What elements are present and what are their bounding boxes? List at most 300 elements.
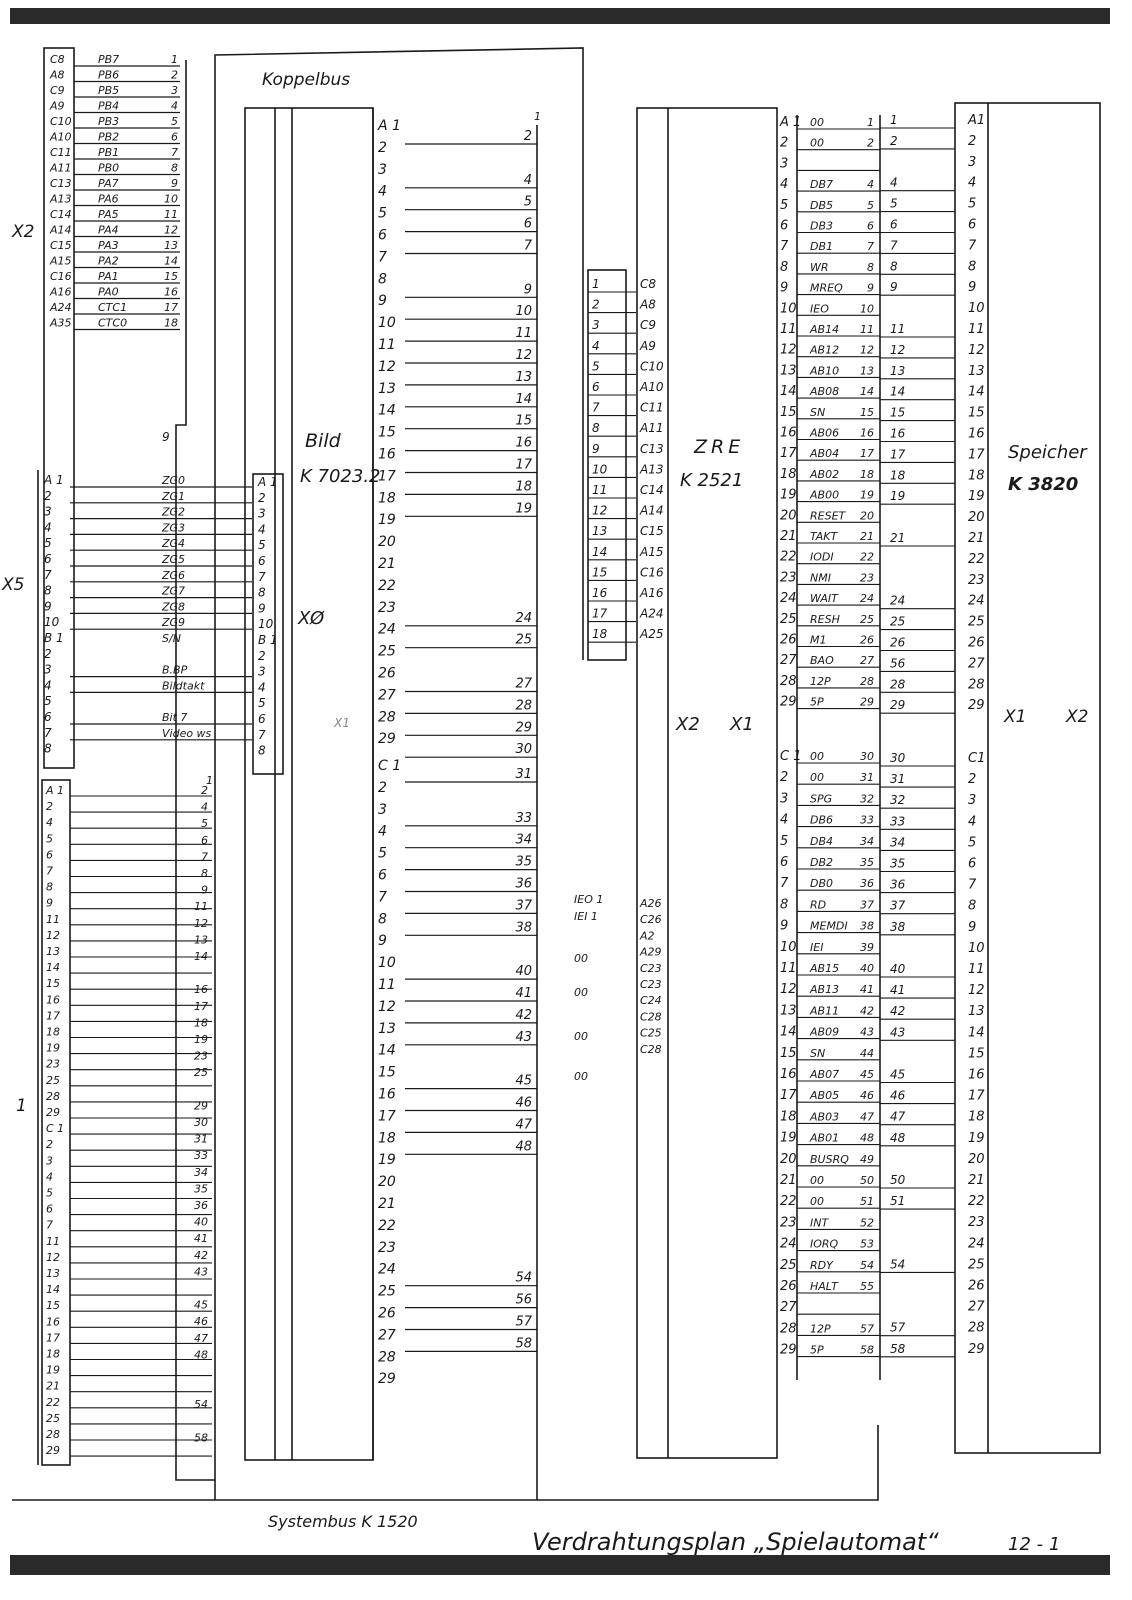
bild-pin-a-label: 11 bbox=[378, 337, 396, 353]
speicher-type: K 3820 bbox=[1008, 474, 1079, 495]
bild-type: K 7023.2 bbox=[300, 466, 381, 487]
speicher-bus-number: 5 bbox=[890, 196, 898, 211]
x1-pin-label: 6 bbox=[46, 848, 53, 862]
speicher-bus-number: 4 bbox=[890, 175, 898, 190]
koppel-number: 12 bbox=[515, 348, 532, 363]
x1-pin-number: 2 bbox=[201, 784, 208, 797]
x1-pin-number: 58 bbox=[194, 1431, 208, 1445]
zre-x1-c-signal: AB07 bbox=[810, 1068, 840, 1081]
zre-x2-number: 5 bbox=[592, 359, 600, 374]
zre-x1-a-number: 17 bbox=[860, 447, 874, 461]
zre-x1-c-signal: 5P bbox=[810, 1343, 824, 1357]
bild-pin-c-label: 28 bbox=[378, 1349, 396, 1366]
zre-x1-a-signal: AB14 bbox=[810, 323, 840, 336]
zre-x2-pin-label: C15 bbox=[640, 524, 664, 539]
zre-x1-c-pin: 7 bbox=[780, 876, 789, 892]
koppel-number: 13 bbox=[515, 369, 532, 385]
x5-pin-label: 8 bbox=[44, 583, 52, 598]
zre-x2-number: 10 bbox=[592, 462, 608, 477]
zre-x2-pin-label: A9 bbox=[640, 338, 656, 353]
zre-x1-a-number: 22 bbox=[860, 550, 874, 564]
zre-x1-c-pin: 26 bbox=[780, 1279, 797, 1294]
koppel-number: 29 bbox=[515, 720, 532, 736]
speicher-pin-c: 24 bbox=[968, 1236, 985, 1252]
x2-pin-label: C13 bbox=[50, 177, 72, 190]
zre-x1-a-signal: WAIT bbox=[810, 592, 838, 606]
speicher-pin-c: 18 bbox=[968, 1109, 985, 1125]
x2-signal-label: PA0 bbox=[98, 285, 119, 299]
x1-pin-label: 19 bbox=[46, 1363, 60, 1377]
x5-pin-label: 8 bbox=[44, 741, 52, 756]
speicher-pin-c: 12 bbox=[968, 983, 985, 999]
bild-pin-a-label: 17 bbox=[378, 468, 396, 485]
x2-pin-label: A11 bbox=[50, 161, 72, 175]
koppel-number: 58 bbox=[515, 1336, 532, 1352]
zre-x1-a-signal: DB7 bbox=[810, 178, 834, 192]
speicher-pin-a: 7 bbox=[968, 238, 977, 254]
x5-pin-label: 2 bbox=[44, 646, 52, 661]
x2-pin-number: 10 bbox=[164, 192, 178, 206]
speicher-bus-number: 25 bbox=[890, 614, 906, 629]
x5-signal-label: ZG8 bbox=[162, 600, 186, 614]
speicher-pin-c: 3 bbox=[968, 793, 977, 809]
koppel-number: 30 bbox=[515, 742, 532, 758]
zre-extra-signal: 00 bbox=[574, 986, 588, 999]
bild-board bbox=[245, 108, 373, 1460]
x1-pin-label: 22 bbox=[46, 1395, 60, 1409]
bild-pin-c-label: 24 bbox=[378, 1261, 396, 1278]
zre-x1-c-signal: AB01 bbox=[810, 1131, 840, 1145]
x2-signal-label: PB2 bbox=[98, 130, 120, 144]
zre-x2-pin-label: A15 bbox=[640, 544, 664, 559]
zre-x2-pin-label: A14 bbox=[640, 503, 664, 518]
bild-pin-a-label: 29 bbox=[378, 731, 396, 748]
zre-x1-c-number: 48 bbox=[860, 1131, 874, 1145]
bild-pin-a-label: 2 bbox=[378, 139, 387, 156]
zre-x1-a-pin: 13 bbox=[780, 363, 797, 379]
zre-x1-c-number: 38 bbox=[860, 919, 874, 933]
x1-pin-label: 14 bbox=[46, 961, 60, 975]
bild-pin-c-label: 16 bbox=[378, 1086, 396, 1103]
zre-x1-c-signal: AB15 bbox=[810, 962, 840, 975]
zre-x1-c-number: 45 bbox=[860, 1068, 874, 1081]
speicher-bus-number: 26 bbox=[890, 635, 906, 650]
koppelbus-label: Koppelbus bbox=[262, 70, 351, 90]
speicher-pin-c: 29 bbox=[968, 1341, 985, 1357]
xo-pin-label: 2 bbox=[258, 648, 266, 663]
zre-x1-c-pin: 19 bbox=[780, 1130, 797, 1146]
speicher-bus-number: 13 bbox=[890, 363, 906, 378]
x1-pin-label: 17 bbox=[46, 1009, 60, 1023]
bild-pin-c-label: 12 bbox=[378, 998, 396, 1015]
x2-signal-label: PA3 bbox=[98, 239, 119, 252]
zre-extra-pin: C25 bbox=[640, 1026, 662, 1040]
zre-x1-c-pin: 23 bbox=[780, 1215, 797, 1231]
xo-pin-label: 7 bbox=[258, 727, 266, 742]
speicher-bus-number: 48 bbox=[890, 1130, 906, 1145]
zre-x1-a-signal: DB5 bbox=[810, 198, 834, 212]
speicher-bus-number: 15 bbox=[890, 405, 906, 420]
koppel-number: 14 bbox=[515, 391, 532, 407]
zre-extra-pin: C28 bbox=[640, 1010, 662, 1024]
x2-pin-label: C9 bbox=[50, 84, 65, 97]
xo-pin-label: 6 bbox=[258, 712, 266, 726]
x2-pin-label: A8 bbox=[50, 68, 65, 82]
zre-x2-number: 16 bbox=[592, 586, 608, 600]
zre-extra-pin: A2 bbox=[640, 929, 655, 943]
x1-pin-number: 25 bbox=[194, 1066, 208, 1080]
speicher-pin-a: 12 bbox=[968, 342, 985, 358]
zre-connector-left: X2 bbox=[676, 714, 700, 735]
speicher-bus-number: 41 bbox=[890, 983, 906, 998]
speicher-pin-c: 16 bbox=[968, 1067, 985, 1083]
zre-x1-c-signal: MEMDI bbox=[810, 919, 848, 933]
x5-pin-label: A 1 bbox=[44, 473, 64, 487]
xo-pin-label: 8 bbox=[258, 743, 266, 758]
bild-pin-a-label: 22 bbox=[378, 577, 396, 594]
bild-pin-c-label: 27 bbox=[378, 1327, 396, 1344]
zre-x1-c-number: 50 bbox=[860, 1174, 874, 1187]
koppel-number: 36 bbox=[515, 876, 532, 892]
zre-x1-a-number: 11 bbox=[860, 323, 874, 336]
zre-x1-a-signal: DB3 bbox=[810, 219, 834, 233]
koppel-number: 9 bbox=[523, 282, 532, 298]
speicher-bus-number: 17 bbox=[890, 447, 906, 462]
x2-pin-label: A15 bbox=[50, 254, 72, 268]
speicher-pin-a: 29 bbox=[968, 698, 985, 714]
zre-x1-a-number: 6 bbox=[867, 219, 874, 233]
zre-x1-c-signal: RDY bbox=[810, 1258, 833, 1272]
x1-pin-number: 54 bbox=[194, 1398, 208, 1412]
x2-signal-label: PA4 bbox=[98, 223, 119, 237]
zre-x1-c-signal: RD bbox=[810, 898, 827, 912]
xo-pin-label: 8 bbox=[258, 585, 266, 600]
speicher-pin-a: 27 bbox=[968, 656, 985, 672]
speicher-bus-number: 32 bbox=[890, 793, 906, 808]
speicher-pin-a: 15 bbox=[968, 405, 985, 421]
x2-pin-label: A24 bbox=[50, 301, 72, 314]
x2-signal-label: PB6 bbox=[98, 68, 120, 82]
x1-pin-number: 36 bbox=[194, 1199, 208, 1212]
speicher-bus-number: 54 bbox=[890, 1257, 906, 1272]
zre-x1-c-number: 34 bbox=[860, 834, 874, 848]
zre-x1-c-signal: DB0 bbox=[810, 877, 834, 891]
zre-x1-c-signal: AB03 bbox=[810, 1110, 840, 1124]
koppel-number: 11 bbox=[515, 326, 532, 342]
bild-pin-a-label: 16 bbox=[378, 446, 396, 463]
speicher-bus-number: 33 bbox=[890, 814, 906, 829]
speicher-name: Speicher bbox=[1008, 442, 1087, 463]
zre-x1-c-pin: 15 bbox=[780, 1045, 797, 1061]
zre-x1-a-pin: 22 bbox=[780, 549, 797, 565]
x1-pin-number: 16 bbox=[194, 983, 208, 997]
speicher-bus-number: 43 bbox=[890, 1025, 906, 1040]
zre-x2-number: 6 bbox=[592, 380, 600, 394]
zre-x2-pin-label: A16 bbox=[640, 586, 664, 600]
bild-pin-a-label: 20 bbox=[378, 534, 396, 551]
speicher-bus-number: 12 bbox=[890, 342, 906, 357]
x1-pin-number: 5 bbox=[201, 817, 208, 831]
zre-x1-c-number: 37 bbox=[860, 898, 874, 912]
zre-x2-number: 12 bbox=[592, 503, 608, 518]
zre-x1-a-number: 7 bbox=[867, 240, 874, 254]
bild-pin-a-label: 27 bbox=[378, 687, 396, 704]
koppel-number: 7 bbox=[523, 238, 532, 254]
x2-pin-label: C14 bbox=[50, 208, 72, 221]
x2-pin-label: A13 bbox=[50, 192, 72, 206]
koppel-number: 19 bbox=[515, 501, 532, 517]
zre-x1-c-pin: 10 bbox=[780, 939, 797, 955]
zre-x1-a-pin: 29 bbox=[780, 694, 797, 710]
x1-pin-label: 2 bbox=[46, 800, 53, 814]
x5-pin-label: 7 bbox=[44, 567, 52, 582]
zre-x1-c-signal: 00 bbox=[810, 1174, 824, 1187]
zre-x1-c-number: 39 bbox=[860, 940, 874, 954]
x1-pin-label: 11 bbox=[46, 912, 60, 926]
x5-pin-label: 4 bbox=[44, 678, 52, 693]
zre-x1-a-signal: AB06 bbox=[810, 426, 840, 440]
bild-pin-a-label: 8 bbox=[378, 271, 387, 288]
speicher-connector-right: X2 bbox=[1066, 707, 1089, 727]
speicher-pin-c: 23 bbox=[968, 1215, 985, 1231]
x1-pin-number: 30 bbox=[194, 1116, 208, 1129]
x1-pin-label: 16 bbox=[46, 993, 60, 1007]
zre-x2-pin-label: C11 bbox=[640, 400, 664, 415]
zre-x1-a-signal: TAKT bbox=[810, 530, 838, 543]
xo-pin-label: 4 bbox=[258, 522, 266, 537]
x5-pin-label: 6 bbox=[44, 552, 52, 566]
zre-x2-number: 9 bbox=[592, 441, 600, 456]
zre-x2-number: 15 bbox=[592, 565, 608, 580]
zre-x1-c-signal: AB09 bbox=[810, 1025, 840, 1039]
speicher-bus-number: 21 bbox=[890, 531, 906, 545]
speicher-bus-number: 51 bbox=[890, 1194, 906, 1209]
zre-x1-c-number: 46 bbox=[860, 1089, 874, 1103]
x1-pin-label: 28 bbox=[46, 1089, 60, 1103]
koppel-number: 47 bbox=[515, 1117, 532, 1133]
zre-x2-pin-label: C14 bbox=[640, 483, 664, 497]
zre-x1-c-pin: 20 bbox=[780, 1151, 797, 1167]
x1-pin-number: 41 bbox=[194, 1232, 208, 1246]
zre-x2-number: 2 bbox=[592, 297, 600, 312]
koppel-number: 25 bbox=[515, 632, 532, 648]
bild-name: Bild bbox=[305, 430, 341, 452]
speicher-pin-a: 23 bbox=[968, 572, 985, 588]
koppel-top-number: 1 bbox=[534, 110, 541, 123]
x2-pin-number: 7 bbox=[171, 146, 178, 159]
zre-x1-a-number: 26 bbox=[860, 633, 874, 647]
zre-x1-a-number: 4 bbox=[867, 178, 874, 192]
x5-signal-label: ZG9 bbox=[162, 616, 186, 630]
bild-pin-c-label: C 1 bbox=[378, 758, 402, 774]
zre-connector-right: X1 bbox=[730, 714, 754, 735]
x5-signal-label: ZG1 bbox=[162, 489, 186, 503]
x2-pin-label: C16 bbox=[50, 270, 72, 283]
zre-x2-pin-label: A24 bbox=[640, 606, 664, 621]
x2-pin-number: 11 bbox=[164, 208, 178, 221]
x1-pin-number: 34 bbox=[194, 1165, 208, 1179]
bild-connector-left: XØ bbox=[298, 608, 325, 629]
x1-pin-label: 12 bbox=[46, 1250, 60, 1264]
speicher-pin-a: 19 bbox=[968, 489, 985, 505]
x5-pin-label: 9 bbox=[44, 599, 52, 614]
zre-x1-c-number: 58 bbox=[860, 1343, 874, 1357]
zre-x1-a-pin: 21 bbox=[780, 529, 797, 544]
zre-x1-a-number: 13 bbox=[860, 364, 874, 378]
zre-x1-c-number: 53 bbox=[860, 1237, 874, 1251]
x5-signal-label: ZG2 bbox=[162, 505, 186, 519]
zre-x2-number: 17 bbox=[592, 606, 608, 621]
x2-signal-label: PB0 bbox=[98, 161, 120, 175]
x1-pin-number: 43 bbox=[194, 1265, 208, 1279]
x2-signal-label: PB1 bbox=[98, 146, 120, 159]
zre-x1-c-number: 32 bbox=[860, 792, 874, 806]
speicher-pin-c: 7 bbox=[968, 877, 977, 893]
zre-x1-c-number: 49 bbox=[860, 1152, 874, 1166]
zre-x1-a-number: 27 bbox=[860, 654, 874, 668]
bild-pin-c-label: 22 bbox=[378, 1217, 396, 1234]
x1-pin-number: 9 bbox=[201, 883, 208, 897]
x5-signal-label: ZG3 bbox=[162, 521, 186, 535]
zre-x2-number: 3 bbox=[592, 318, 600, 333]
zre-x1-c-number: 36 bbox=[860, 877, 874, 891]
speicher-pin-a: 2 bbox=[968, 133, 977, 149]
zre-type: K 2521 bbox=[680, 470, 744, 491]
x1-pin-number: 45 bbox=[194, 1298, 208, 1312]
zre-x1-a-pin: 16 bbox=[780, 425, 797, 441]
x2-pin-number: 5 bbox=[171, 115, 178, 128]
x5-pin-label: 5 bbox=[44, 536, 52, 551]
zre-x1-c-number: 55 bbox=[860, 1280, 874, 1293]
zre-x2-number: 7 bbox=[592, 400, 600, 415]
x2-pin-number: 3 bbox=[171, 84, 178, 97]
bild-pin-c-label: 5 bbox=[378, 845, 387, 862]
speicher-pin-c: 9 bbox=[968, 919, 977, 935]
zre-x1-a-signal: 00 bbox=[810, 136, 824, 150]
x5-signal-label: ZG5 bbox=[162, 553, 186, 566]
zre-x1-c-signal: IEI bbox=[810, 940, 824, 954]
bild-pin-a-label: 25 bbox=[378, 643, 396, 660]
speicher-pin-a: 24 bbox=[968, 593, 985, 609]
x5-signal-label: Video ws bbox=[162, 726, 212, 740]
speicher-bus-number: 31 bbox=[890, 772, 906, 787]
connector-x5-label: X5 bbox=[2, 575, 25, 595]
koppel-number: 18 bbox=[515, 479, 532, 495]
systembus-frame bbox=[12, 1425, 878, 1500]
speicher-pin-c: C1 bbox=[968, 751, 986, 766]
x1-pin-label: 6 bbox=[46, 1202, 53, 1216]
zre-x1-a-pin: 18 bbox=[780, 466, 797, 482]
speicher-pin-a: 26 bbox=[968, 635, 985, 651]
page-number: 12 - 1 bbox=[1008, 1534, 1061, 1555]
koppel-number: 5 bbox=[523, 194, 532, 210]
x2-pin-number: 4 bbox=[171, 99, 178, 113]
speicher-pin-c: 6 bbox=[968, 856, 977, 872]
bild-pin-a-label: 7 bbox=[378, 249, 387, 266]
zre-x1-c-pin: 14 bbox=[780, 1024, 797, 1040]
zre-extra-pin: C23 bbox=[640, 961, 662, 975]
x1-pin-label: 29 bbox=[46, 1106, 60, 1119]
zre-x2-pin-label: C8 bbox=[640, 277, 657, 291]
zre-extra-signal: 00 bbox=[574, 952, 588, 965]
speicher-pin-a: 16 bbox=[968, 426, 985, 442]
speicher-bus-number: 42 bbox=[890, 1004, 906, 1019]
zre-x1-a-signal: WR bbox=[810, 260, 829, 274]
bild-pin-a-label: 13 bbox=[378, 380, 396, 397]
x5-pin-label: 2 bbox=[44, 488, 52, 503]
bild-pin-c-label: 23 bbox=[378, 1239, 396, 1256]
speicher-pin-c: 20 bbox=[968, 1151, 985, 1167]
zre-x1-c-pin: 25 bbox=[780, 1257, 797, 1273]
x2-signal-label: PA6 bbox=[98, 192, 119, 206]
zre-extra-signal: 00 bbox=[574, 1030, 588, 1043]
zre-x1-a-number: 16 bbox=[860, 426, 874, 440]
x2-pin-label: C11 bbox=[50, 146, 72, 159]
koppel-number: 16 bbox=[515, 435, 532, 451]
zre-x2-number: 4 bbox=[592, 338, 600, 353]
zre-x1-a-number: 21 bbox=[860, 530, 874, 543]
speicher-pin-c: 4 bbox=[968, 814, 977, 830]
zre-x1-a-number: 19 bbox=[860, 488, 874, 502]
koppel-number: 54 bbox=[515, 1270, 532, 1286]
x1-pin-label: 8 bbox=[46, 880, 53, 894]
speicher-pin-a: 25 bbox=[968, 614, 985, 630]
zre-x1-c-signal: 00 bbox=[810, 750, 824, 763]
zre-x1-a-signal: RESH bbox=[810, 612, 840, 626]
zre-x1-c-pin: 27 bbox=[780, 1300, 797, 1316]
connector-x2-label: X2 bbox=[12, 222, 35, 242]
koppel-number: 42 bbox=[515, 1007, 532, 1023]
bild-pin-a-label: 24 bbox=[378, 621, 396, 638]
zre-x1-c-signal: SN bbox=[810, 1046, 826, 1060]
x1-pin-number: 13 bbox=[194, 933, 208, 947]
koppel-number: 43 bbox=[515, 1029, 532, 1045]
zre-x1-c-pin: 29 bbox=[780, 1342, 797, 1358]
koppel-number: 33 bbox=[515, 810, 532, 826]
bild-pin-a-label: 28 bbox=[378, 709, 396, 726]
speicher-pin-a: 20 bbox=[968, 510, 985, 526]
zre-x1-c-number: 40 bbox=[860, 962, 874, 975]
zre-x1-a-number: 25 bbox=[860, 612, 874, 626]
bild-pin-c-label: 25 bbox=[378, 1283, 396, 1300]
bild-pin-c-label: 13 bbox=[378, 1020, 396, 1037]
zre-x1-a-number: 12 bbox=[860, 343, 874, 357]
zre-x1-c-number: 54 bbox=[860, 1258, 874, 1272]
koppel-number: 48 bbox=[515, 1139, 532, 1155]
bild-pin-c-label: 26 bbox=[378, 1305, 396, 1322]
zre-x1-a-signal: AB02 bbox=[810, 467, 840, 481]
zre-x1-a-number: 18 bbox=[860, 467, 874, 481]
x5-pin-label: 5 bbox=[44, 694, 52, 709]
zre-x1-a-number: 28 bbox=[860, 674, 874, 688]
x5-pin-label: B 1 bbox=[44, 631, 64, 645]
zre-extra-pin: C24 bbox=[640, 994, 662, 1008]
zre-x1-c-pin: 13 bbox=[780, 1003, 797, 1019]
zre-x1-c-number: 30 bbox=[860, 750, 874, 763]
x2-pin-number: 14 bbox=[164, 254, 178, 268]
x5-pin-label: 10 bbox=[44, 615, 60, 630]
zre-x1-a-pin: 9 bbox=[780, 280, 789, 296]
scan-edge-bottom bbox=[10, 1555, 1110, 1575]
x1-pin-number: 48 bbox=[194, 1348, 208, 1362]
bild-pin-c-label: 8 bbox=[378, 911, 387, 928]
x2-pin-number: 1 bbox=[171, 53, 178, 66]
bild-pin-c-label: 14 bbox=[378, 1042, 396, 1059]
zre-x1-a-pin: 27 bbox=[780, 653, 797, 669]
zre-x2-pin-label: A25 bbox=[640, 627, 664, 642]
bild-pin-c-label: 18 bbox=[378, 1130, 396, 1147]
zre-x1-c-signal: 00 bbox=[810, 771, 824, 785]
